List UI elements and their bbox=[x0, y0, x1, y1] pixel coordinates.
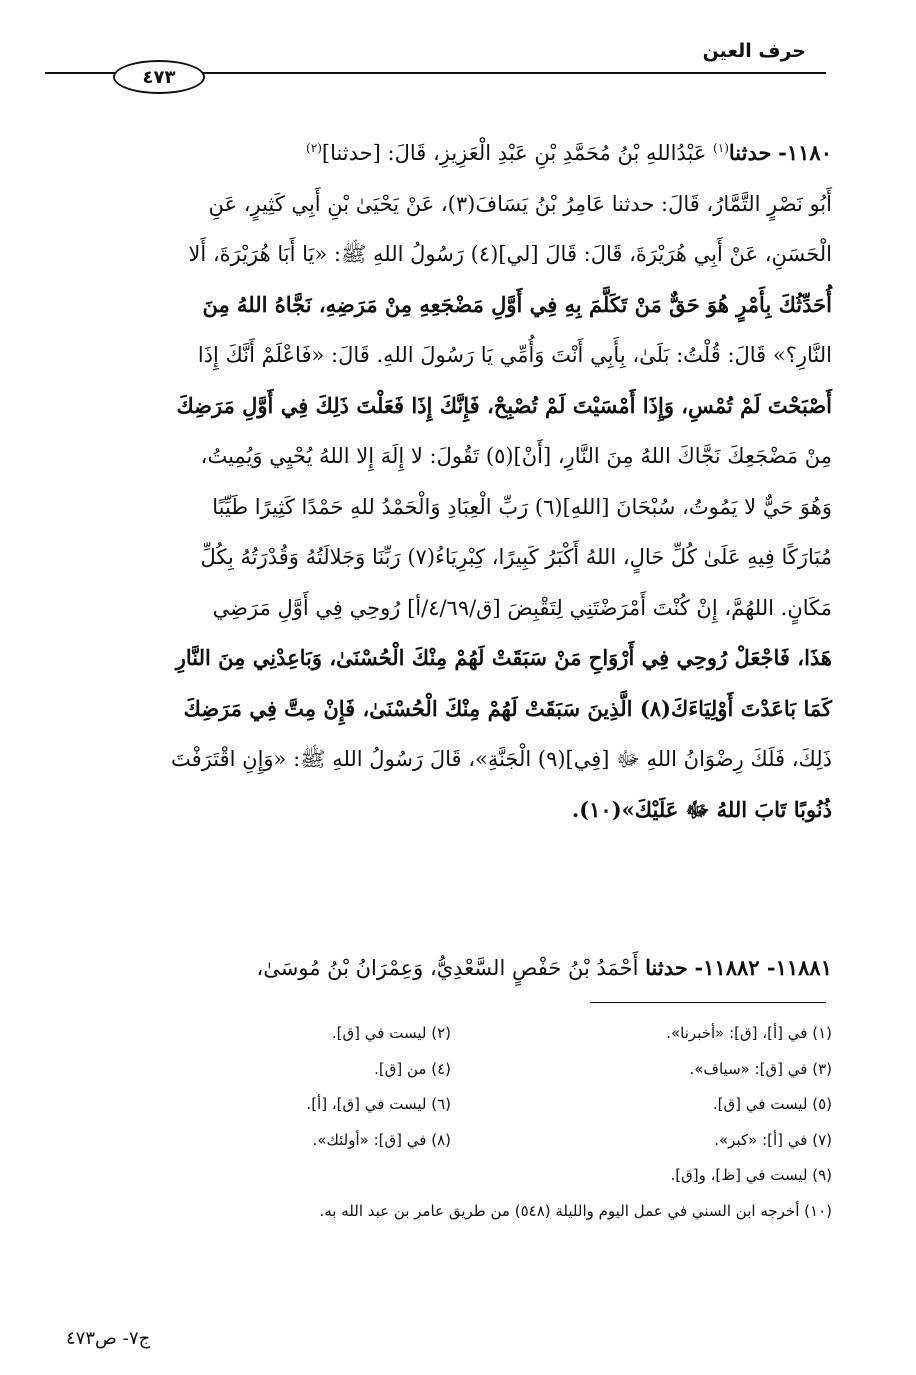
footnote-number: (٨) bbox=[431, 1130, 451, 1149]
footnote-text: ليست في [ق]، [أ]. bbox=[306, 1095, 427, 1113]
text-line: هَذَا، فَاجْعَلْ رُوحِي فِي أَرْوَاحِ مَنْ سَبَقَتْ لَهُمْ مِنْكَ الْحُسْنَىٰ، وَبَاعِدْنِي مِنَ النَّارِ bbox=[175, 645, 832, 670]
footnote-number: (٩) bbox=[812, 1166, 832, 1184]
text-line: ذُنُوبًا تَابَ اللهُ ﷻ عَلَيْكَ»(١٠). bbox=[571, 796, 832, 822]
text-run: عَبْدُاللهِ بْنُ مُحَمَّدِ بْنِ عَبْدِ الْعَزِيزِ، قَالَ: [حدثنا] bbox=[321, 141, 707, 165]
volume-page-reference: ج٧- ص٤٧٣ bbox=[66, 1328, 151, 1349]
footnote-item bbox=[471, 1123, 832, 1159]
chapter-title: حرف العين bbox=[702, 40, 806, 62]
text-line bbox=[60, 128, 832, 179]
hadith-1880-body bbox=[60, 128, 832, 835]
hadith-lead-word: حدثنا bbox=[728, 140, 772, 165]
text-line: كَمَا بَاعَدْتَ أَوْلِيَاءَكَ(٨) الَّذِينَ سَبَقَتْ لَهُمْ مِنْكَ الْحُسْنَىٰ، فَإِنْ مِتَّ فِي مَرَضِكَ bbox=[183, 695, 832, 721]
footnote-text: ليست في [ق]. bbox=[331, 1024, 427, 1042]
footnote-item bbox=[471, 1016, 832, 1052]
text-line: وَهُوَ حَيٌّ لا يَمُوتُ، سُبْحَانَ [اللهِ](٦) رَبِّ الْعِبَادِ وَالْحَمْدُ للهِ حَمْدًا كَثِيرًا طَيِّبًا bbox=[212, 494, 832, 519]
footnote-ref: (١) bbox=[713, 141, 729, 155]
hadith-1881-opening bbox=[60, 946, 832, 990]
footnote-ref: (٢) bbox=[306, 141, 322, 155]
footnote-spacer bbox=[90, 1158, 451, 1194]
text-line: مُبَارَكًا فِيهِ عَلَىٰ كُلِّ حَالٍ، اللهُ أَكْبَرُ كَبِيرًا، كِبْرِيَاءُ(٧) رَبِّنَا وَجَلالَتُهُ وَقُدْرَتُهُ بِكُلِّ bbox=[200, 545, 832, 569]
footnote-text: ليست في [ق]. bbox=[712, 1095, 808, 1113]
footnote-text: في [أ]، [ق]: «أخبرنا». bbox=[666, 1024, 808, 1042]
footnote-item bbox=[90, 1016, 451, 1052]
footnote-number: (١٠) bbox=[804, 1201, 832, 1220]
footnote-text: ليست في [ظ]، و[ق]. bbox=[670, 1166, 808, 1184]
text-line: مَكَانٍ. اللهُمَّ، إِنْ كُنْتَ أَمْرَضْتَنِي لِتَقْبِضَ [ق/٤/٦٩/أ] رُوحِي فِي أَوَّلِ مَرَضِي bbox=[212, 595, 832, 620]
footnote-item bbox=[471, 1052, 832, 1088]
footnote-text: في [ق]: «أولئك». bbox=[312, 1130, 427, 1149]
footnotes bbox=[90, 1016, 832, 1229]
footnote-item bbox=[90, 1052, 451, 1088]
page-number-badge: ٤٧٣ bbox=[113, 60, 205, 94]
footnote-text: في [ق]: «سياف». bbox=[689, 1059, 808, 1078]
hadith-number: ١١٨٠- bbox=[778, 140, 832, 165]
text-run: أَحْمَدُ بْنُ حَفْصٍ السَّعْدِيُّ، وَعِمْرَانُ بْنُ مُوسَىٰ، bbox=[256, 956, 639, 980]
footnote-item bbox=[90, 1194, 832, 1230]
text-line: أَبُو نَصْرٍ التَّمَّارُ، قَالَ: حدثنا عَامِرُ بْنُ يَسَافَ(٣)، عَنْ يَحْيَىٰ بْنِ أَبِي كَثِيرٍ، عَنِ bbox=[208, 191, 832, 216]
footnote-text: من [ق]. bbox=[374, 1059, 427, 1078]
footnote-number: (٢) bbox=[431, 1024, 451, 1042]
footnote-item bbox=[471, 1158, 832, 1194]
text-line: أَصْبَحْتَ لَمْ تُمْسِ، وَإِذَا أَمْسَيْتَ لَمْ تُصْبِحْ، فَإِنَّكَ إِذَا فَعَلْتَ ذَلِكَ فِي أَوَّلِ مَرَضِكَ bbox=[176, 392, 832, 418]
text-line: النَّارِ؟» قَالَ: قُلْتُ: بَلَىٰ، بِأَبِي أَنْتَ وَأُمِّي يَا رَسُولَ اللهِ. قَالَ: «فَاعْلَمْ أَنَّكَ إِذَا bbox=[197, 343, 832, 367]
footnote-item bbox=[90, 1087, 451, 1123]
text-line: الْحَسَنِ، عَنْ أَبِي هُرَيْرَةَ، قَالَ: قَالَ [لي](٤) رَسُولُ اللهِ ﷺ: «يَا أَبَا هُرَيْرَةَ، أَلا bbox=[188, 242, 832, 266]
footnote-separator bbox=[590, 1002, 826, 1003]
footnote-number: (٥) bbox=[812, 1095, 832, 1113]
footnote-item bbox=[90, 1123, 451, 1159]
hadith-lead-word: حدثنا bbox=[645, 955, 688, 980]
text-line: مِنْ مَضْجَعِكَ نَجَّاكَ اللهُ مِنَ النَّارِ، [أَنْ](٥) تَقُولَ: لا إِلَهَ إِلا اللهُ يُحْيِي وَيُمِيتُ، bbox=[200, 444, 832, 468]
footnote-number: (١) bbox=[812, 1024, 832, 1042]
footnote-text: أخرجه ابن السني في عمل اليوم والليلة (٥٤٨) من طريق عامر بن عبد الله به. bbox=[319, 1201, 800, 1220]
footnote-item bbox=[471, 1087, 832, 1123]
footnote-number: (٧) bbox=[812, 1130, 832, 1149]
footnote-grid bbox=[90, 1016, 832, 1194]
footnote-text: في [أ]: «كبر». bbox=[714, 1130, 808, 1149]
footnote-number: (٦) bbox=[431, 1095, 451, 1113]
footnote-number: (٣) bbox=[812, 1059, 832, 1078]
footnote-number: (٤) bbox=[431, 1059, 451, 1078]
text-line: ذَلِكَ، فَلَكَ رِضْوَانُ اللهِ ﷻ [فِي](٩) الْجَنَّةِ»، قَالَ رَسُولُ اللهِ ﷺ: «وَإِنِ اقْتَرَفْتَ bbox=[171, 747, 832, 771]
hadith-number: ١١٨٨١- ١١٨٨٢- bbox=[694, 955, 832, 980]
text-line: أُحَدِّثُكَ بِأَمْرٍ هُوَ حَقٌّ مَنْ تَكَلَّمَ بِهِ فِي أَوَّلِ مَضْجَعِهِ مِنْ مَرَضِهِ، نَجَّاهُ اللهُ مِنَ bbox=[202, 291, 832, 317]
